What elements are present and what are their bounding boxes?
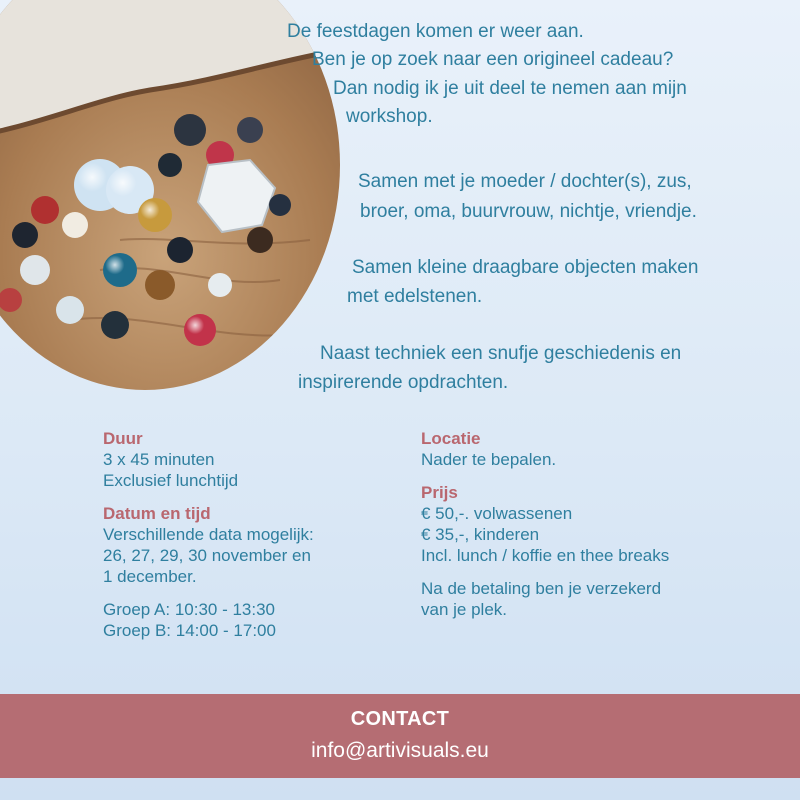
- prijs-line: € 35,-, kinderen: [421, 525, 540, 544]
- details-right-column: [421, 428, 721, 620]
- payment-note: van je plek.: [421, 600, 507, 619]
- intro-line: inspirerende opdrachten.: [298, 372, 509, 393]
- locatie-label: Locatie: [421, 429, 481, 448]
- contact-title: CONTACT: [350, 708, 450, 730]
- datum-line: Verschillende data mogelijk:: [103, 525, 314, 544]
- intro-line: Samen met je moeder / dochter(s), zus,: [358, 171, 692, 192]
- intro-line: Samen kleine draagbare objecten maken: [352, 257, 699, 278]
- intro-line: broer, oma, buurvrouw, nichtje, vriendje.: [360, 201, 697, 222]
- intro-line: workshop.: [346, 106, 433, 127]
- details-left-column: [103, 428, 403, 641]
- datum-label: Datum en tijd: [103, 504, 211, 523]
- gemstones-photo-illustration: [0, 0, 340, 390]
- group-time: Groep B: 14:00 - 17:00: [103, 621, 276, 640]
- duur-line: Exclusief lunchtijd: [103, 471, 239, 490]
- intro-line: Ben je op zoek naar een origineel cadeau?: [312, 49, 674, 70]
- datum-line: 26, 27, 29, 30 november en: [103, 546, 311, 565]
- gemstones-photo: [0, 0, 340, 390]
- intro-line: Dan nodig ik je uit deel te nemen aan mijn: [333, 78, 687, 99]
- intro-line: Naast techniek een snufje geschiedenis en: [320, 343, 682, 364]
- contact-banner: [0, 694, 800, 778]
- payment-note: Na de betaling ben je verzekerd: [421, 579, 662, 598]
- locatie-line: Nader te bepalen.: [421, 450, 557, 469]
- group-time: Groep A: 10:30 - 13:30: [103, 600, 276, 619]
- duur-label: Duur: [103, 429, 143, 448]
- datum-line: 1 december.: [103, 567, 197, 586]
- prijs-label: Prijs: [421, 483, 458, 502]
- intro-line: De feestdagen komen er weer aan.: [287, 21, 584, 42]
- intro-line: met edelstenen.: [347, 286, 483, 307]
- contact-email-link[interactable]: info@artivisuals.eu: [311, 739, 489, 762]
- prijs-line: Incl. lunch / koffie en thee breaks: [421, 546, 670, 565]
- duur-line: 3 x 45 minuten: [103, 450, 215, 469]
- prijs-line: € 50,-. volwassenen: [421, 504, 573, 523]
